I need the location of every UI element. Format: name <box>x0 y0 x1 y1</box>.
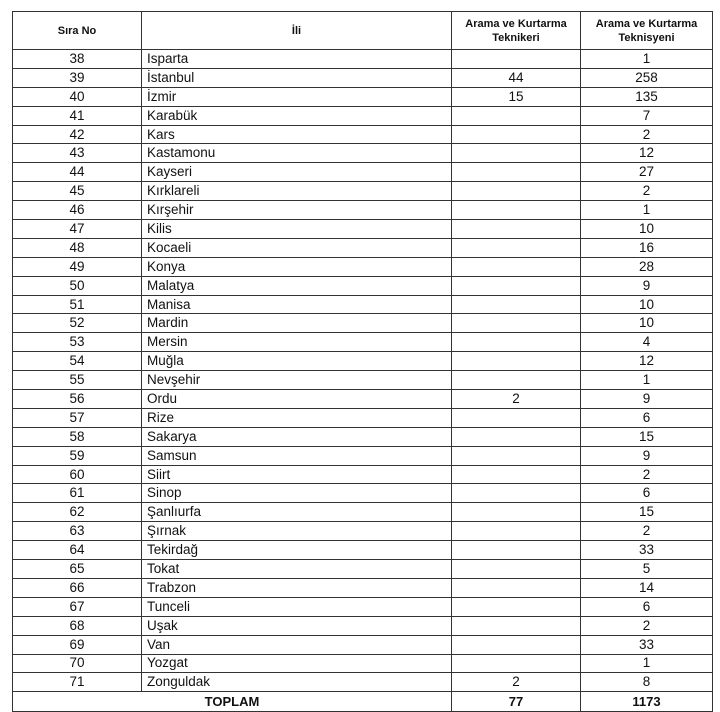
cell-il: Rize <box>142 408 452 427</box>
table-row <box>13 238 713 257</box>
table-row <box>13 465 713 484</box>
cell-teknisyeni: 8 <box>581 673 713 692</box>
cell-sira-no: 45 <box>13 182 142 201</box>
cell-teknikeri <box>452 446 581 465</box>
cell-teknisyeni: 28 <box>581 257 713 276</box>
cell-sira-no: 63 <box>13 522 142 541</box>
cell-il: Manisa <box>142 295 452 314</box>
cell-teknikeri <box>452 144 581 163</box>
cell-teknikeri <box>452 484 581 503</box>
cell-teknikeri <box>452 125 581 144</box>
table-row <box>13 144 713 163</box>
cell-sira-no: 40 <box>13 87 142 106</box>
table-row <box>13 371 713 390</box>
table-row <box>13 560 713 579</box>
cell-teknisyeni: 1 <box>581 371 713 390</box>
cell-sira-no: 56 <box>13 390 142 409</box>
cell-il: Samsun <box>142 446 452 465</box>
cell-teknikeri <box>452 427 581 446</box>
cell-il: Şırnak <box>142 522 452 541</box>
cell-teknisyeni: 258 <box>581 68 713 87</box>
cell-teknikeri <box>452 560 581 579</box>
table-row <box>13 673 713 692</box>
table-row <box>13 333 713 352</box>
cell-teknisyeni: 1 <box>581 654 713 673</box>
cell-sira-no: 51 <box>13 295 142 314</box>
table-row <box>13 182 713 201</box>
cell-sira-no: 66 <box>13 578 142 597</box>
cell-il: Siirt <box>142 465 452 484</box>
cell-teknisyeni: 27 <box>581 163 713 182</box>
cell-teknikeri <box>452 597 581 616</box>
total-row <box>13 692 713 712</box>
cell-teknikeri <box>452 654 581 673</box>
cell-sira-no: 38 <box>13 50 142 69</box>
cell-teknisyeni: 5 <box>581 560 713 579</box>
cell-teknisyeni: 16 <box>581 238 713 257</box>
cell-teknisyeni: 6 <box>581 484 713 503</box>
cell-sira-no: 43 <box>13 144 142 163</box>
cell-teknikeri: 2 <box>452 390 581 409</box>
cell-teknikeri <box>452 541 581 560</box>
header-ili: İli <box>142 12 452 50</box>
table-body <box>13 50 713 692</box>
cell-teknisyeni: 7 <box>581 106 713 125</box>
cell-sira-no: 49 <box>13 257 142 276</box>
table-row <box>13 125 713 144</box>
cell-teknisyeni: 2 <box>581 125 713 144</box>
cell-teknisyeni: 2 <box>581 522 713 541</box>
cell-teknisyeni: 14 <box>581 578 713 597</box>
cell-teknikeri <box>452 352 581 371</box>
table-row <box>13 597 713 616</box>
table-row <box>13 276 713 295</box>
cell-il: Mersin <box>142 333 452 352</box>
cell-teknikeri: 44 <box>452 68 581 87</box>
table-row <box>13 654 713 673</box>
cell-teknisyeni: 10 <box>581 314 713 333</box>
cell-il: Kırşehir <box>142 201 452 220</box>
cell-sira-no: 54 <box>13 352 142 371</box>
cell-sira-no: 57 <box>13 408 142 427</box>
table-row <box>13 106 713 125</box>
cell-il: Kilis <box>142 220 452 239</box>
header-sira-no: Sıra No <box>13 12 142 50</box>
cell-teknisyeni: 6 <box>581 597 713 616</box>
cell-il: Zonguldak <box>142 673 452 692</box>
cell-sira-no: 39 <box>13 68 142 87</box>
cell-il: Yozgat <box>142 654 452 673</box>
cell-teknikeri <box>452 635 581 654</box>
cell-sira-no: 67 <box>13 597 142 616</box>
table-row <box>13 522 713 541</box>
cell-il: Malatya <box>142 276 452 295</box>
cell-sira-no: 60 <box>13 465 142 484</box>
cell-teknisyeni: 1 <box>581 50 713 69</box>
cell-il: Ordu <box>142 390 452 409</box>
cell-teknisyeni: 10 <box>581 220 713 239</box>
cell-il: Kastamonu <box>142 144 452 163</box>
table-row <box>13 68 713 87</box>
cell-teknikeri <box>452 503 581 522</box>
personnel-table <box>12 11 713 712</box>
cell-sira-no: 42 <box>13 125 142 144</box>
cell-teknisyeni: 9 <box>581 276 713 295</box>
cell-il: Kayseri <box>142 163 452 182</box>
cell-il: Kars <box>142 125 452 144</box>
cell-teknikeri <box>452 201 581 220</box>
cell-il: Tunceli <box>142 597 452 616</box>
cell-sira-no: 64 <box>13 541 142 560</box>
cell-sira-no: 58 <box>13 427 142 446</box>
table-row <box>13 50 713 69</box>
cell-teknisyeni: 9 <box>581 446 713 465</box>
cell-il: İstanbul <box>142 68 452 87</box>
cell-teknisyeni: 33 <box>581 635 713 654</box>
cell-sira-no: 61 <box>13 484 142 503</box>
cell-teknisyeni: 15 <box>581 503 713 522</box>
cell-sira-no: 59 <box>13 446 142 465</box>
cell-teknikeri <box>452 578 581 597</box>
cell-sira-no: 71 <box>13 673 142 692</box>
cell-sira-no: 69 <box>13 635 142 654</box>
cell-teknisyeni: 12 <box>581 144 713 163</box>
cell-teknikeri <box>452 182 581 201</box>
cell-sira-no: 55 <box>13 371 142 390</box>
header-row <box>13 12 713 50</box>
table-row <box>13 503 713 522</box>
table-row <box>13 578 713 597</box>
cell-sira-no: 52 <box>13 314 142 333</box>
cell-il: Trabzon <box>142 578 452 597</box>
cell-il: Kırklareli <box>142 182 452 201</box>
header-teknikeri: Arama ve Kurtarma Teknikeri <box>452 12 581 50</box>
cell-teknikeri <box>452 50 581 69</box>
cell-il: Isparta <box>142 50 452 69</box>
cell-sira-no: 50 <box>13 276 142 295</box>
cell-teknisyeni: 2 <box>581 182 713 201</box>
cell-il: Kocaeli <box>142 238 452 257</box>
table-row <box>13 446 713 465</box>
cell-teknikeri <box>452 408 581 427</box>
cell-teknisyeni: 4 <box>581 333 713 352</box>
total-teknisyeni: 1173 <box>581 692 713 712</box>
cell-teknikeri <box>452 295 581 314</box>
table-row <box>13 484 713 503</box>
cell-il: Sakarya <box>142 427 452 446</box>
cell-teknikeri <box>452 314 581 333</box>
cell-il: Tekirdağ <box>142 541 452 560</box>
cell-teknisyeni: 1 <box>581 201 713 220</box>
cell-il: Konya <box>142 257 452 276</box>
table-row <box>13 635 713 654</box>
cell-teknikeri: 15 <box>452 87 581 106</box>
cell-il: Şanlıurfa <box>142 503 452 522</box>
table-row <box>13 163 713 182</box>
cell-teknisyeni: 12 <box>581 352 713 371</box>
cell-teknikeri <box>452 257 581 276</box>
cell-teknikeri <box>452 333 581 352</box>
header-teknisyeni: Arama ve Kurtarma Teknisyeni <box>581 12 713 50</box>
cell-teknikeri <box>452 371 581 390</box>
cell-il: Muğla <box>142 352 452 371</box>
cell-teknikeri <box>452 276 581 295</box>
cell-teknisyeni: 33 <box>581 541 713 560</box>
table-row <box>13 295 713 314</box>
cell-teknisyeni: 10 <box>581 295 713 314</box>
cell-il: Karabük <box>142 106 452 125</box>
cell-teknikeri <box>452 238 581 257</box>
cell-sira-no: 68 <box>13 616 142 635</box>
cell-il: İzmir <box>142 87 452 106</box>
cell-sira-no: 70 <box>13 654 142 673</box>
table-row <box>13 616 713 635</box>
cell-teknikeri <box>452 220 581 239</box>
cell-teknisyeni: 2 <box>581 616 713 635</box>
table-row <box>13 408 713 427</box>
cell-teknikeri <box>452 465 581 484</box>
table-row <box>13 257 713 276</box>
cell-teknikeri <box>452 616 581 635</box>
cell-sira-no: 46 <box>13 201 142 220</box>
cell-teknisyeni: 6 <box>581 408 713 427</box>
table-row <box>13 220 713 239</box>
cell-sira-no: 62 <box>13 503 142 522</box>
cell-sira-no: 44 <box>13 163 142 182</box>
cell-sira-no: 53 <box>13 333 142 352</box>
cell-il: Tokat <box>142 560 452 579</box>
table-row <box>13 390 713 409</box>
cell-teknisyeni: 135 <box>581 87 713 106</box>
cell-il: Sinop <box>142 484 452 503</box>
total-label: TOPLAM <box>13 692 452 712</box>
cell-il: Van <box>142 635 452 654</box>
table-row <box>13 352 713 371</box>
cell-teknikeri <box>452 163 581 182</box>
cell-teknikeri: 2 <box>452 673 581 692</box>
table-row <box>13 541 713 560</box>
cell-il: Mardin <box>142 314 452 333</box>
cell-teknisyeni: 9 <box>581 390 713 409</box>
cell-sira-no: 47 <box>13 220 142 239</box>
cell-sira-no: 41 <box>13 106 142 125</box>
table-row <box>13 87 713 106</box>
cell-teknisyeni: 15 <box>581 427 713 446</box>
cell-teknikeri <box>452 522 581 541</box>
cell-sira-no: 65 <box>13 560 142 579</box>
table-row <box>13 314 713 333</box>
cell-sira-no: 48 <box>13 238 142 257</box>
cell-teknisyeni: 2 <box>581 465 713 484</box>
table-row <box>13 427 713 446</box>
total-teknikeri: 77 <box>452 692 581 712</box>
cell-il: Uşak <box>142 616 452 635</box>
table-row <box>13 201 713 220</box>
cell-il: Nevşehir <box>142 371 452 390</box>
cell-teknikeri <box>452 106 581 125</box>
